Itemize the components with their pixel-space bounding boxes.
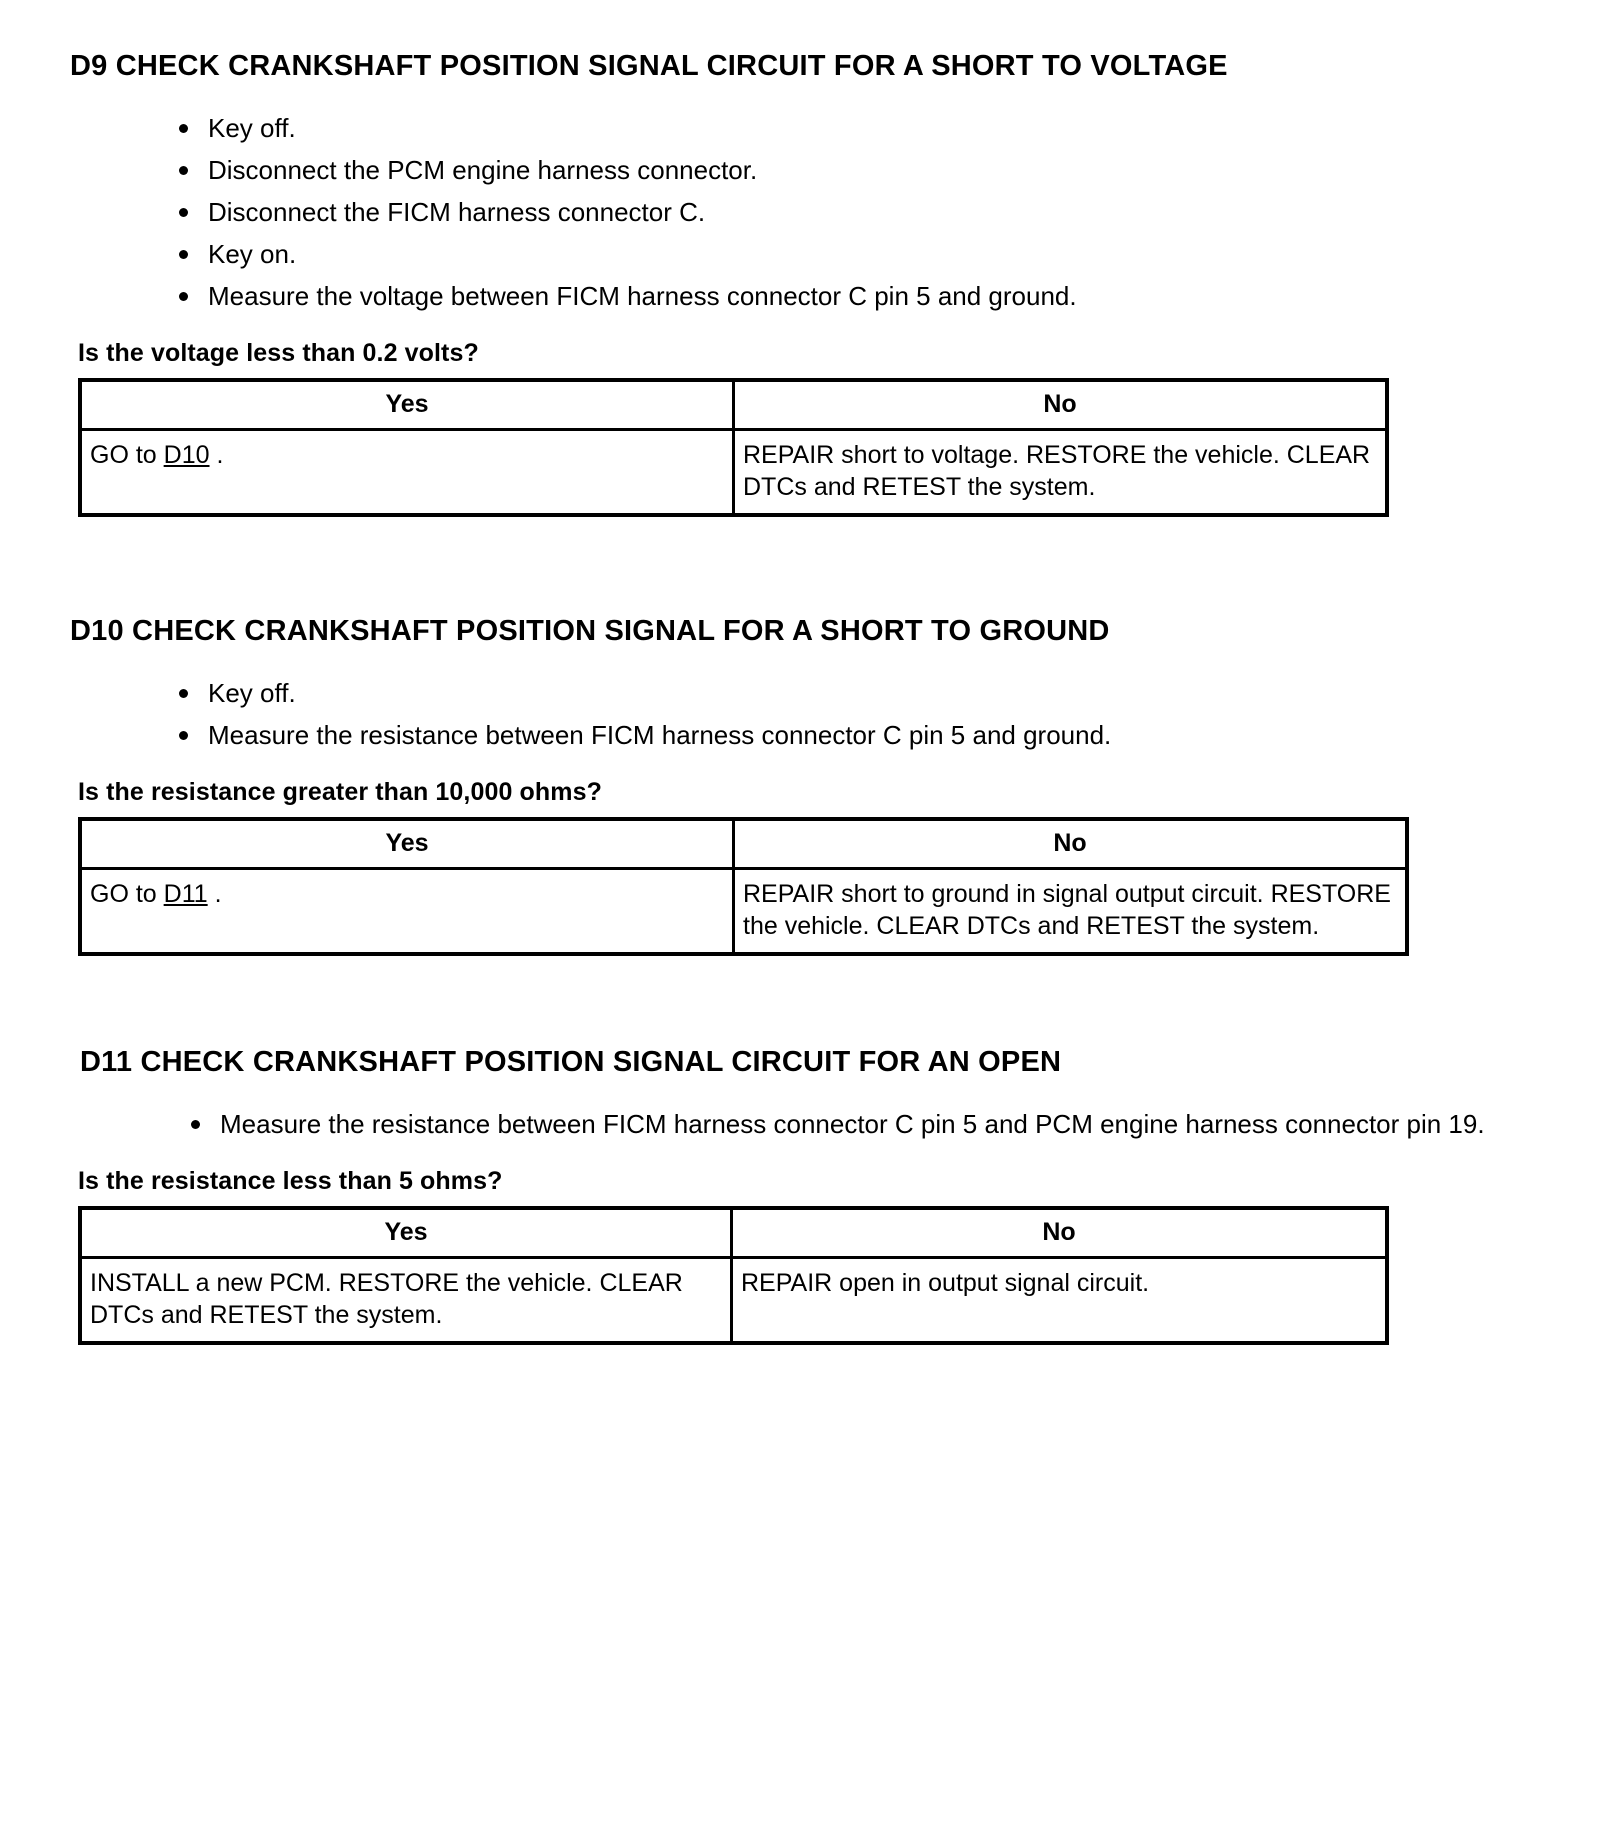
column-header-yes: Yes [80,819,734,869]
step-d10-instructions [70,675,1530,754]
step-d9-question: Is the voltage less than 0.2 volts? [78,338,479,367]
table-header-row [80,1208,1387,1258]
column-header-no: No [732,1208,1388,1258]
cell-yes-action [80,868,734,954]
list-item: Key on. [176,236,1530,273]
cell-yes-action [80,429,734,515]
step-d11-question: Is the resistance less than 5 ohms? [78,1167,503,1195]
step-d9 [70,48,1530,517]
step-d11 [70,1044,1530,1345]
cell-no-action: REPAIR short to voltage. RESTORE the vehicle. CLEAR DTCs and RETEST the system. [734,429,1388,515]
step-d11-title: D11 CHECK CRANKSHAFT POSITION SIGNAL CIRCUIT FOR AN OPEN [80,1045,1062,1078]
list-item: Key off. [176,110,1530,147]
table-header-row [80,819,1407,869]
step-d10-question: Is the resistance greater than 10,000 ohms? [78,777,602,806]
section-spacer [70,974,1530,1044]
goto-suffix: . [209,440,224,469]
goto-prefix: GO to [90,879,164,908]
cell-yes-action: INSTALL a new PCM. RESTORE the vehicle. CLEAR DTCs and RETEST the system. [80,1258,732,1344]
goto-suffix: . [207,879,222,908]
step-d10-decision-table [78,817,1409,956]
step-d10-title: D10 CHECK CRANKSHAFT POSITION SIGNAL FOR A SHORT TO GROUND [70,614,1110,647]
list-item: Measure the voltage between FICM harness connector C pin 5 and ground. [176,278,1530,315]
list-item: Disconnect the PCM engine harness connector. [176,152,1530,189]
table-row [80,429,1387,515]
column-header-yes: Yes [80,380,734,430]
table-row [80,1258,1387,1344]
step-d11-instructions [70,1106,1530,1143]
cell-no-action: REPAIR short to ground in signal output circuit. RESTORE the vehicle. CLEAR DTCs and RETEST the system. [734,868,1408,954]
list-item: Measure the resistance between FICM harness connector C pin 5 and PCM engine harness connector pin 19. [188,1106,1530,1143]
link-d11[interactable]: D11 [163,879,208,908]
step-d9-decision-table [78,378,1389,517]
section-spacer [70,535,1530,613]
list-item: Measure the resistance between FICM harness connector C pin 5 and ground. [176,717,1530,754]
goto-prefix: GO to [90,440,164,469]
step-d9-instructions [70,110,1530,315]
column-header-yes: Yes [80,1208,732,1258]
table-row [80,868,1407,954]
step-d9-title: D9 CHECK CRANKSHAFT POSITION SIGNAL CIRCUIT FOR A SHORT TO VOLTAGE [70,50,1228,82]
table-header-row [80,380,1387,430]
step-d11-decision-table [78,1206,1389,1345]
step-d10 [70,613,1530,956]
column-header-no: No [734,819,1408,869]
list-item: Key off. [176,675,1530,712]
list-item: Disconnect the FICM harness connector C. [176,194,1530,231]
column-header-no: No [734,380,1388,430]
link-d10[interactable]: D10 [163,440,210,469]
cell-no-action: REPAIR open in output signal circuit. [732,1258,1388,1344]
